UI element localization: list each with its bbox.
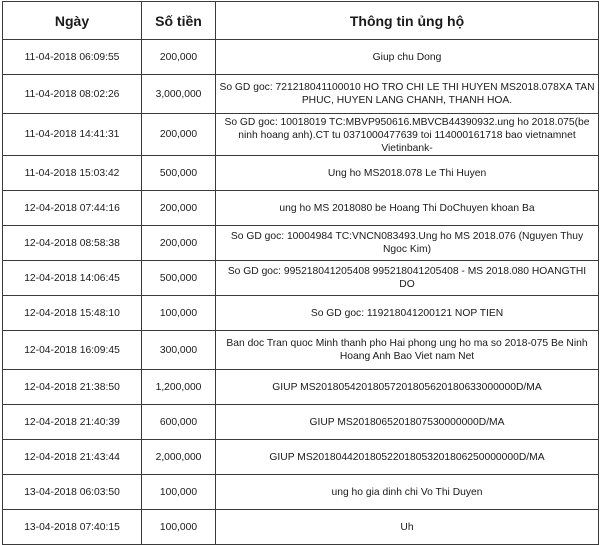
table-row xyxy=(3,156,599,191)
cell-date: 12-04-2018 15:48:10 xyxy=(3,296,142,331)
table-row xyxy=(3,405,599,440)
table-header-row xyxy=(3,2,599,40)
cell-amount: 100,000 xyxy=(142,475,216,510)
cell-date: 12-04-2018 21:43:44 xyxy=(3,440,142,475)
table-row xyxy=(3,191,599,226)
cell-amount: 200,000 xyxy=(142,114,216,156)
cell-date: 11-04-2018 14:41:31 xyxy=(3,114,142,156)
cell-date: 13-04-2018 07:40:15 xyxy=(3,510,142,545)
cell-amount: 3,000,000 xyxy=(142,75,216,114)
cell-info: GIUP MS201804420180522018053201806250000000D/MA xyxy=(216,440,599,475)
cell-date: 12-04-2018 21:40:39 xyxy=(3,405,142,440)
cell-date: 12-04-2018 07:44:16 xyxy=(3,191,142,226)
cell-amount: 1,200,000 xyxy=(142,370,216,405)
table-row xyxy=(3,440,599,475)
table-row xyxy=(3,296,599,331)
cell-date: 11-04-2018 06:09:55 xyxy=(3,40,142,75)
table-row xyxy=(3,226,599,261)
cell-amount: 100,000 xyxy=(142,510,216,545)
table-row xyxy=(3,114,599,156)
cell-info: So GD goc: 10004984 TC:VNCN083493.Ung ho MS 2018.076 (Nguyen Thuy Ngoc Kim) xyxy=(216,226,599,261)
cell-amount: 300,000 xyxy=(142,331,216,370)
donation-table xyxy=(2,1,599,545)
cell-amount: 200,000 xyxy=(142,191,216,226)
header-info: Thông tin ủng hộ xyxy=(216,2,599,40)
donation-table-container xyxy=(2,1,598,545)
cell-info: ung ho MS 2018080 be Hoang Thi DoChuyen khoan Ba xyxy=(216,191,599,226)
cell-info: Giup chu Dong xyxy=(216,40,599,75)
cell-amount: 500,000 xyxy=(142,261,216,296)
cell-date: 13-04-2018 06:03:50 xyxy=(3,475,142,510)
cell-amount: 200,000 xyxy=(142,226,216,261)
table-row xyxy=(3,370,599,405)
cell-amount: 200,000 xyxy=(142,40,216,75)
cell-info: So GD goc: 995218041205408 995218041205408 - MS 2018.080 HOANGTHI DO xyxy=(216,261,599,296)
cell-amount: 2,000,000 xyxy=(142,440,216,475)
cell-amount: 600,000 xyxy=(142,405,216,440)
cell-info: So GD goc: 119218041200121 NOP TIEN xyxy=(216,296,599,331)
cell-date: 12-04-2018 16:09:45 xyxy=(3,331,142,370)
cell-amount: 100,000 xyxy=(142,296,216,331)
table-row xyxy=(3,261,599,296)
cell-info: Uh xyxy=(216,510,599,545)
cell-info: So GD goc: 10018019 TC:MBVP950616.MBVCB44390932.ung ho 2018.075(be ninh hoang anh).CT tu 0371000477639 toi 114000161718 bao vietnamnet Vietinbank- xyxy=(216,114,599,156)
table-row xyxy=(3,475,599,510)
cell-info: So GD goc: 721218041100010 HO TRO CHI LE THI HUYEN MS2018.078XA TAN PHUC, HUYEN LANG CHANH, THANH HOA. xyxy=(216,75,599,114)
table-row xyxy=(3,510,599,545)
cell-date: 11-04-2018 15:03:42 xyxy=(3,156,142,191)
cell-info: Ban doc Tran quoc Minh thanh pho Hai phong ung ho ma so 2018-075 Be Ninh Hoang Anh Bao Viet nam Net xyxy=(216,331,599,370)
cell-amount: 500,000 xyxy=(142,156,216,191)
header-amount: Số tiền xyxy=(142,2,216,40)
cell-info: ung ho gia dinh chi Vo Thi Duyen xyxy=(216,475,599,510)
cell-info: GIUP MS20180542018057201805620180633000000D/MA xyxy=(216,370,599,405)
cell-date: 11-04-2018 08:02:26 xyxy=(3,75,142,114)
cell-date: 12-04-2018 08:58:38 xyxy=(3,226,142,261)
table-row xyxy=(3,40,599,75)
cell-date: 12-04-2018 14:06:45 xyxy=(3,261,142,296)
table-row xyxy=(3,331,599,370)
table-row xyxy=(3,75,599,114)
cell-info: GIUP MS2018065201807530000000D/MA xyxy=(216,405,599,440)
cell-info: Ung ho MS2018.078 Le Thi Huyen xyxy=(216,156,599,191)
header-date: Ngày xyxy=(3,2,142,40)
cell-date: 12-04-2018 21:38:50 xyxy=(3,370,142,405)
